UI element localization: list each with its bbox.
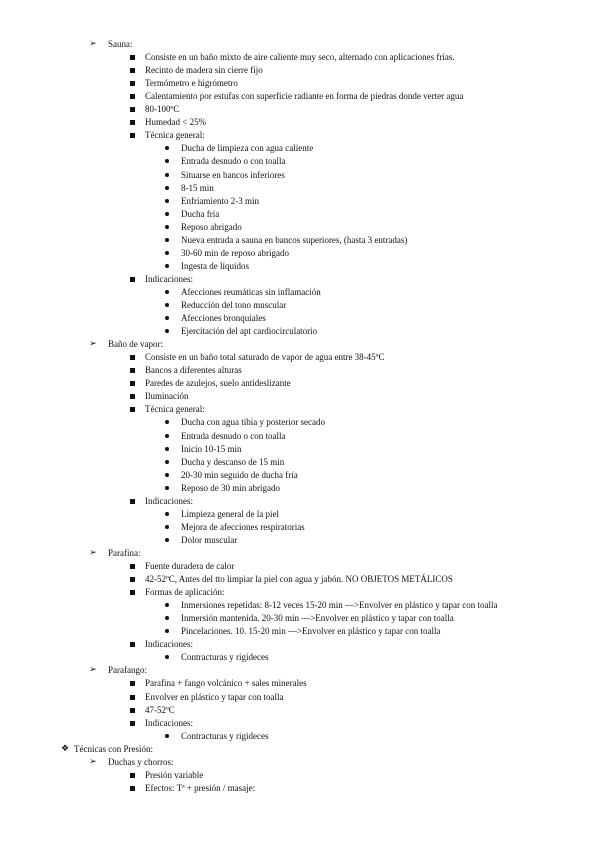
list-item-text: Fuente duradera de calor — [145, 561, 235, 571]
list-item-text: Ducha con agua tibia y posterior secado — [181, 417, 325, 428]
list-item-level-3 — [0, 508, 600, 520]
list-item-level-2 — [0, 769, 600, 781]
list-item-text: Parafina + fango volcánico + sales minerales — [145, 678, 307, 689]
list-item-text: Técnica general: — [145, 130, 205, 141]
list-item-text: Contracturas y rigideces — [181, 652, 269, 663]
list-item-level-3 — [0, 299, 600, 311]
list-item-level-2 — [0, 390, 600, 402]
list-item-text: Ingesta de líquidos — [181, 260, 249, 271]
list-item-level-2 — [0, 116, 600, 128]
list-item-level-3 — [0, 221, 600, 233]
list-item-level-1 — [0, 38, 600, 50]
list-item-text: 30-60 min de reposo abrigado — [181, 247, 289, 258]
diamond-bullet-icon: ❖ — [60, 743, 70, 754]
list-item-level-3 — [0, 142, 600, 154]
list-item-text: Inmersiones repetidas: 8-12 veces 15-20 min —>Envolver en plástico y tapar con toalla — [181, 600, 498, 611]
list-item-text: Nueva entrada a sauna en bancos superiores, (hasta 3 entradas) — [181, 234, 408, 245]
list-item-text: Afecciones reumáticas sin inflamación — [181, 286, 321, 297]
list-item-level-3 — [0, 155, 600, 167]
list-item-text: Afecciones bronquiales — [181, 313, 266, 324]
list-item-text: Pincelaciones. 10. 15-20 min —>Envolver en plástico y tapar con toalla — [181, 626, 441, 637]
list-item-text: Baño de vapor: — [108, 339, 163, 350]
list-item-text: Indicaciones: — [145, 273, 193, 284]
list-item-level-2 — [0, 704, 600, 716]
list-item-level-1 — [0, 338, 600, 350]
list-item-text: Efectos: Tª + presión / masaje: — [145, 782, 256, 793]
list-item-text: Ducha de limpieza con agua caliente — [181, 143, 314, 154]
list-item-level-2 — [0, 495, 600, 507]
list-item-level-3 — [0, 312, 600, 324]
list-item-level-2 — [0, 638, 600, 650]
list-item-text: Técnica general: — [145, 404, 205, 415]
list-item-level-3 — [0, 286, 600, 298]
list-item-level-2 — [0, 717, 600, 729]
list-item-level-3 — [0, 247, 600, 259]
list-item-text: Inmersión mantenida. 20-30 min —>Envolver en plástico y tapar con toalla — [181, 613, 454, 624]
list-item-text: Limpieza general de la piel — [181, 508, 279, 519]
list-item-text: Reposo abrigado — [181, 221, 242, 232]
list-item-level-3 — [0, 443, 600, 455]
list-item-level-3 — [0, 651, 600, 663]
list-item-text: Recinto de madera sin cierre fijo — [145, 65, 263, 76]
list-item-level-1 — [0, 664, 600, 676]
list-item-level-3 — [0, 730, 600, 742]
arrow-bullet-icon: ➢ — [89, 756, 97, 767]
list-item-text: Presión variable — [145, 769, 204, 780]
list-item-text: Indicaciones: — [145, 717, 193, 728]
list-item-text: Reducción del tono muscular — [181, 300, 287, 310]
arrow-bullet-icon: ➢ — [89, 339, 97, 350]
list-item-text: Calentamiento por estufas con superficie radiante en forma de piedras donde verter agua — [145, 91, 464, 102]
list-item-level-2 — [0, 51, 600, 63]
list-item-level-2 — [0, 377, 600, 389]
list-item-level-0 — [0, 743, 600, 755]
list-item-level-2 — [0, 691, 600, 703]
list-item-level-3 — [0, 482, 600, 494]
arrow-bullet-icon: ➢ — [89, 39, 97, 49]
list-item-level-3 — [0, 469, 600, 481]
list-item-level-3 — [0, 195, 600, 207]
list-item-level-2 — [0, 403, 600, 415]
list-item-level-3 — [0, 234, 600, 246]
list-item-level-2 — [0, 64, 600, 76]
list-item-text: Enfriamiento 2-3 min — [181, 195, 259, 206]
list-item-text: Ducha y descanso de 15 min — [181, 456, 285, 467]
list-item-text: Ducha fría — [181, 208, 220, 219]
list-item-level-2 — [0, 129, 600, 141]
list-item-text: Termómetro e higrómetro — [145, 78, 238, 89]
list-item-level-2 — [0, 573, 600, 585]
list-item-text: Indicaciones: — [145, 639, 193, 650]
list-item-level-3 — [0, 612, 600, 624]
list-item-text: Contracturas y rigideces — [181, 730, 269, 741]
arrow-bullet-icon: ➢ — [89, 665, 97, 676]
list-item-text: Humedad < 25% — [145, 117, 207, 128]
list-item-level-2 — [0, 586, 600, 598]
list-item-level-2 — [0, 351, 600, 363]
list-item-text: Reposo de 30 min abrigado — [181, 482, 280, 493]
list-item-text: Parafango: — [108, 665, 147, 676]
list-item-level-2 — [0, 90, 600, 102]
list-item-text: Sauna: — [108, 39, 133, 49]
list-item-level-1 — [0, 756, 600, 768]
list-item-level-2 — [0, 103, 600, 115]
list-item-level-3 — [0, 625, 600, 637]
list-item-level-3 — [0, 456, 600, 468]
list-item-text: Indicaciones: — [145, 495, 193, 506]
list-item-text: Entrada desnudo o con toalla — [181, 156, 286, 167]
list-item-text: Consiste en un baño total saturado de vapor de agua entre 38-45ºC — [145, 352, 385, 363]
list-item-text: 8-15 min — [181, 182, 214, 193]
list-item-text: 47-52ºC — [145, 704, 175, 715]
list-item-text: 80-100ºC — [145, 104, 180, 115]
list-item-level-3 — [0, 521, 600, 533]
list-item-text: Mejora de afecciones respiratorias — [181, 521, 305, 532]
list-item-level-3 — [0, 260, 600, 272]
list-item-text: Situarse en bancos inferiores — [181, 169, 285, 180]
list-item-text: Técnicas con Presión: — [74, 743, 153, 754]
list-item-text: Envolver en plástico y tapar con toalla — [145, 691, 284, 702]
list-item-text: 42-52ºC, Antes del tto limpiar la piel con agua y jabón. NO OBJETOS METÁLICOS — [145, 574, 453, 585]
list-item-text: Bancos a diferentes alturas — [145, 365, 242, 376]
list-item-level-2 — [0, 273, 600, 285]
list-item-level-2 — [0, 677, 600, 689]
list-item-level-2 — [0, 560, 600, 572]
list-item-text: Paredes de azulejos, suelo antideslizante — [145, 378, 291, 389]
list-item-text: 20-30 min seguido de ducha fría — [181, 469, 298, 480]
list-item-level-2 — [0, 782, 600, 794]
list-item-text: Iluminación — [145, 391, 189, 402]
list-item-level-3 — [0, 534, 600, 546]
list-item-text: Parafina: — [108, 547, 141, 558]
list-item-level-3 — [0, 430, 600, 442]
list-item-level-2 — [0, 77, 600, 89]
list-item-text: Ejercitación del apt cardiocirculatorio — [181, 326, 318, 337]
list-item-level-3 — [0, 182, 600, 194]
list-item-level-2 — [0, 364, 600, 376]
list-item-level-3 — [0, 169, 600, 181]
list-item-text: Dolor muscular — [181, 534, 238, 545]
list-item-level-3 — [0, 325, 600, 337]
list-item-level-1 — [0, 547, 600, 559]
list-item-text: Formas de aplicación: — [145, 587, 225, 598]
list-item-level-3 — [0, 208, 600, 220]
list-item-text: Entrada desnudo o con toalla — [181, 430, 286, 441]
arrow-bullet-icon: ➢ — [89, 547, 97, 558]
list-item-text: Duchas y chorros: — [108, 756, 174, 767]
list-item-text: Inicio 10-15 min — [181, 443, 242, 454]
list-item-level-3 — [0, 599, 600, 611]
list-item-text: Consiste en un baño mixto de aire caliente muy seco, alternado con aplicaciones frías. — [145, 52, 455, 63]
list-item-level-3 — [0, 416, 600, 428]
